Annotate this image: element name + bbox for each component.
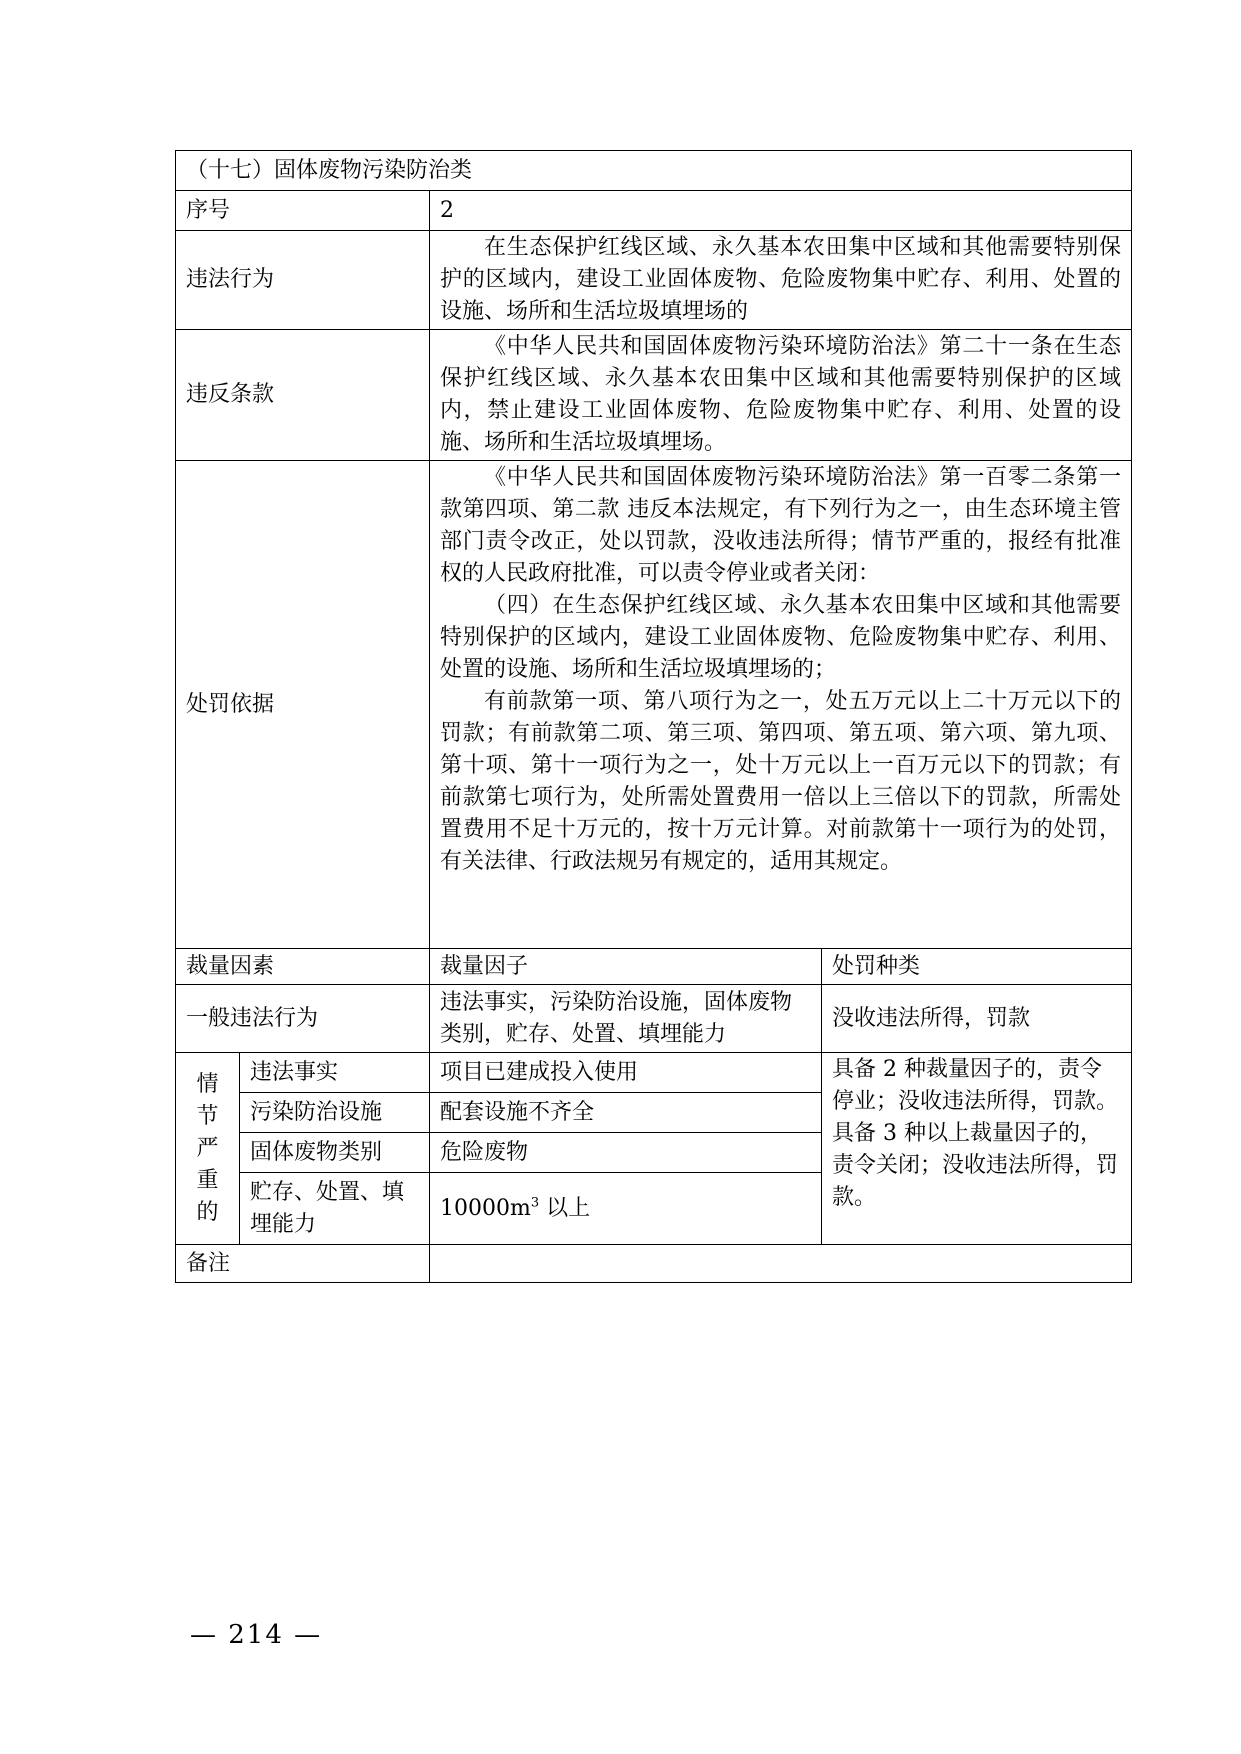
serious-label-char: 节 <box>196 1103 219 1129</box>
serious-label <box>176 1053 240 1245</box>
general-factors: 违法事实，污染防治设施，固体废物类别，贮存、处置、填埋能力 <box>430 985 822 1053</box>
serious-value: 危险废物 <box>430 1133 822 1173</box>
general-penalty: 没收违法所得，罚款 <box>822 985 1132 1053</box>
violation-label: 违法行为 <box>176 231 430 330</box>
page-number: — 214 — <box>190 1620 323 1650</box>
serial-label: 序号 <box>176 191 430 231</box>
provision-label: 违反条款 <box>176 330 430 461</box>
general-label: 一般违法行为 <box>176 985 430 1053</box>
penalty-type-header: 处罚种类 <box>822 949 1132 985</box>
serious-value: 项目已建成投入使用 <box>430 1053 822 1093</box>
penalty-table <box>175 150 1132 1283</box>
remarks-label: 备注 <box>176 1245 430 1283</box>
provision-text: 《中华人民共和国固体废物污染环境防治法》第二十一条在生态保护红线区域、永久基本农田集中区域和其他需要特别保护的区域内，禁止建设工业固体废物、危险废物集中贮存、利用、处置的设施、场所和生活垃圾填埋场。 <box>440 334 1122 455</box>
table-title: （十七）固体废物污染防治类 <box>176 151 1132 191</box>
serial-value: 2 <box>430 191 1132 231</box>
provision-cell <box>430 330 1132 461</box>
serious-label-char: 重 <box>196 1167 219 1193</box>
serious-penalty: 具备 2 种裁量因子的，责令停业；没收违法所得，罚款。具备 3 种以上裁量因子的，责令关闭；没收违法所得，罚款。 <box>822 1053 1132 1245</box>
serious-factor: 贮存、处置、填埋能力 <box>240 1173 430 1245</box>
serious-label-char: 严 <box>196 1135 219 1161</box>
serious-factor: 固体废物类别 <box>240 1133 430 1173</box>
basis-paragraph-2: （四）在生态保护红线区域、永久基本农田集中区域和其他需要特别保护的区域内，建设工业固体废物、危险废物集中贮存、利用、处置的设施、场所和生活垃圾填埋场的； <box>440 593 1122 682</box>
basis-cell <box>430 461 1132 949</box>
basis-label: 处罚依据 <box>176 461 430 949</box>
basis-paragraph-3: 有前款第一项、第八项行为之一，处五万元以上二十万元以下的罚款；有前款第二项、第三项、第四项、第五项、第六项、第九项、第十项、第十一项行为之一，处十万元以上一百万元以下的罚款；有前款第七项行为，处所需处置费用一倍以上三倍以下的罚款，所需处置费用不足十万元的，按十万元计算。对前款第十一项行为的处罚，有关法律、行政法规另有规定的，适用其规定。 <box>440 689 1122 874</box>
violation-cell <box>430 231 1132 330</box>
basis-paragraph-1: 《中华人民共和国固体废物污染环境防治法》第一百零二条第一款第四项、第二款 违反本法规定，有下列行为之一，由生态环境主管部门责令改正，处以罚款，没收违法所得；情节严重的，报经有批准权的人民政府批准，可以责令停业或者关闭： <box>440 465 1122 586</box>
serious-label-char: 的 <box>196 1199 219 1225</box>
remarks-value <box>430 1245 1132 1283</box>
serious-value: 配套设施不齐全 <box>430 1093 822 1133</box>
factor-header: 裁量因素 <box>176 949 430 985</box>
capacity-exponent: 3 <box>530 1195 540 1211</box>
serious-factor: 违法事实 <box>240 1053 430 1093</box>
factor-item-header: 裁量因子 <box>430 949 822 985</box>
violation-text: 在生态保护红线区域、永久基本农田集中区域和其他需要特别保护的区域内，建设工业固体废物、危险废物集中贮存、利用、处置的设施、场所和生活垃圾填埋场的 <box>440 235 1122 324</box>
serious-factor: 污染防治设施 <box>240 1093 430 1133</box>
capacity-value: 10000m <box>440 1195 531 1221</box>
serious-value <box>430 1173 822 1245</box>
capacity-suffix: 以上 <box>539 1195 591 1221</box>
serious-label-char: 情 <box>196 1071 219 1097</box>
